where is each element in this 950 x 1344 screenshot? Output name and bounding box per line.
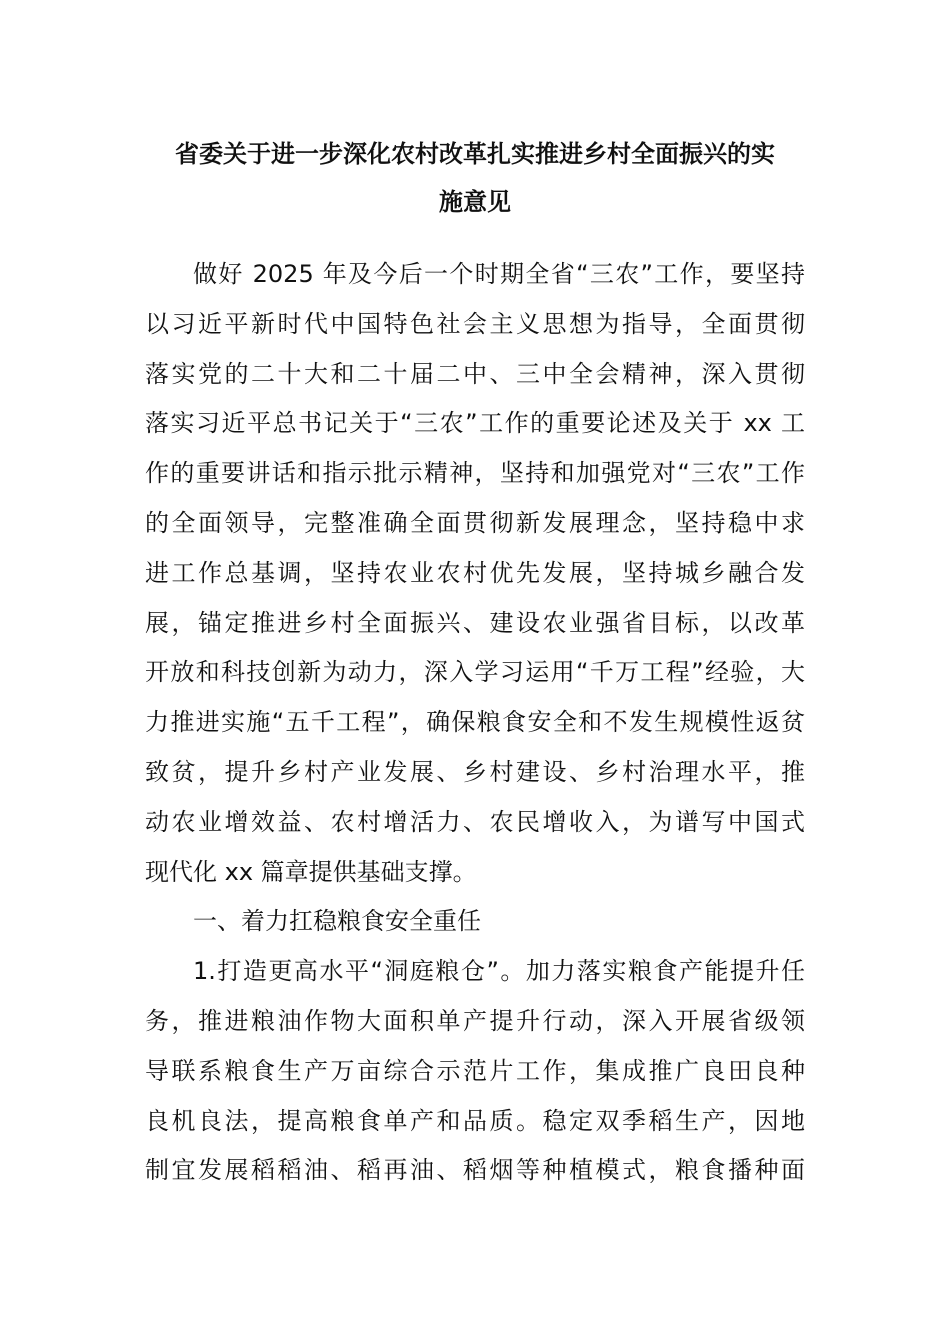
text-line: 务，推进粮油作物大面积单产提升行动，深入开展省级领 [145,1006,805,1035]
text-line: 作的重要讲话和指示批示精神，坚持和加强党对“三农”工作 [145,459,805,488]
text-line: 落实党的二十大和二十届二中、三中全会精神，深入贯彻 [145,359,805,388]
title-line: 省委关于进一步深化农村改革扎实推进乡村全面振兴的实 [175,140,775,168]
text-line: 力推进实施“五千工程”，确保粮食安全和不发生规模性返贫 [145,708,805,737]
text-line: 制宜发展稻稻油、稻再油、稻烟等种植模式，粮食播种面 [145,1156,805,1185]
text-line: 动农业增效益、农村增活力、农民增收入，为谱写中国式 [145,807,805,836]
text-line: 以习近平新时代中国特色社会主义思想为指导，全面贯彻 [145,309,805,338]
heading-line: 一、着力扛稳粮食安全重任 [193,907,481,936]
text-line: 导联系粮食生产万亩综合示范片工作，集成推广良田良种 [145,1056,805,1085]
text-line: 做好 2025 年及今后一个时期全省“三农”工作，要坚持 [193,260,805,288]
section-heading [145,897,805,947]
document-body [145,250,805,1196]
text-line: 现代化 xx 篇章提供基础支撑。 [145,857,477,886]
text-line: 1.打造更高水平“洞庭粮仓”。加力落实粮食产能提升任 [193,957,805,986]
text-line: 进工作总基调，坚持农业农村优先发展，坚持城乡融合发 [145,558,805,587]
title-line: 施意见 [439,188,511,216]
document-title [145,130,805,226]
paragraph-item-1 [145,947,805,1196]
text-line: 开放和科技创新为动力，深入学习运用“千万工程”经验，大 [145,658,805,687]
text-line: 展，锚定推进乡村全面振兴、建设农业强省目标，以改革 [145,608,805,637]
text-line: 落实习近平总书记关于“三农”工作的重要论述及关于 xx 工 [145,409,805,438]
text-line: 良机良法，提高粮食单产和品质。稳定双季稻生产，因地 [145,1106,805,1135]
text-line: 致贫，提升乡村产业发展、乡村建设、乡村治理水平，推 [145,757,805,786]
text-line: 的全面领导，完整准确全面贯彻新发展理念，坚持稳中求 [145,508,805,537]
paragraph-intro [145,250,805,897]
